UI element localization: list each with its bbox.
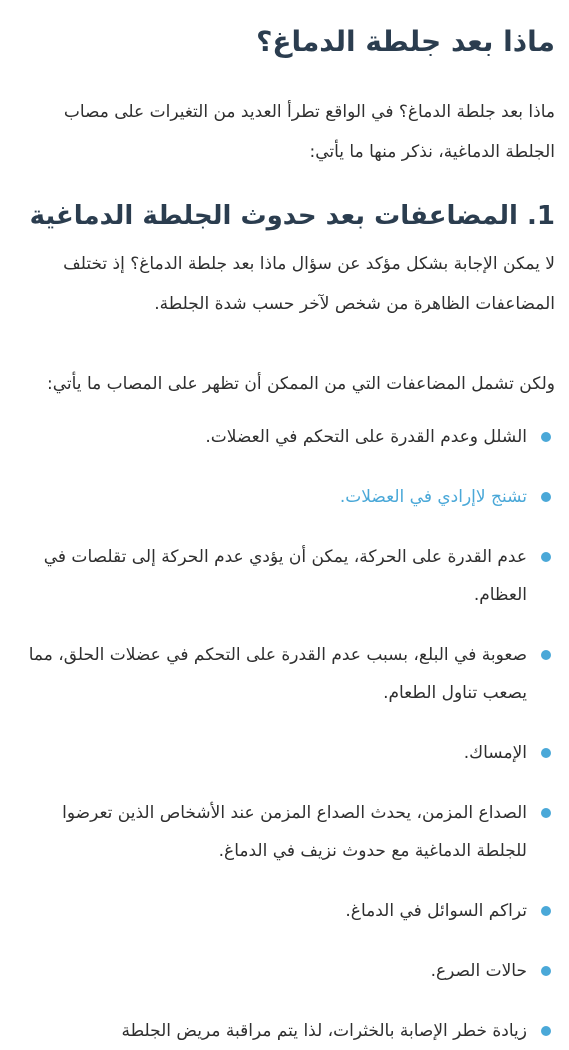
list-item [14, 538, 555, 614]
list-item [14, 952, 555, 990]
bullet-dot-icon [541, 808, 551, 818]
list-item-text: الإمساك. [463, 743, 527, 763]
muscle-spasm-link[interactable]: تشنج لاإرادي في العضلات. [339, 487, 527, 507]
list-item-text: الشلل وعدم القدرة على التحكم في العضلات. [205, 427, 527, 447]
bullet-dot-icon [541, 492, 551, 502]
list-item-text: تراكم السوائل في الدماغ. [345, 901, 527, 921]
bullet-dot-icon [541, 966, 551, 976]
list-item-text: عدم القدرة على الحركة، يمكن أن يؤدي عدم الحركة إلى تقلصات في العظام. [43, 547, 527, 605]
list-item-text: حالات الصرع. [430, 961, 527, 981]
list-item [14, 734, 555, 772]
intro-paragraph: ماذا بعد جلطة الدماغ؟ في الواقع تطرأ العديد من التغيرات على مصاب الجلطة الدماغية، نذكر منها ما يأتي: [63, 102, 555, 162]
list-item [14, 892, 555, 930]
bullet-dot-icon [541, 906, 551, 916]
list-item-text: صعوبة في البلع، بسبب عدم القدرة على التحكم في عضلات الحلق، مما يصعب تناول الطعام. [28, 645, 527, 703]
list-item [14, 636, 555, 712]
bullet-dot-icon [541, 1026, 551, 1036]
list-item [14, 794, 555, 870]
bullet-dot-icon [541, 552, 551, 562]
list-item-text: الصداع المزمن، يحدث الصداع المزمن عند الأشخاص الذين تعرضوا للجلطة الدماغية مع حدوث نزيف في الدماغ. [62, 803, 527, 861]
article-container [14, 0, 555, 1041]
page-title: ماذا بعد جلطة الدماغ؟ [256, 25, 555, 58]
section-heading-complications: 1. المضاعفات بعد حدوث الجلطة الدماغية [29, 201, 555, 231]
list-lead-paragraph: ولكن تشمل المضاعفات التي من الممكن أن تظهر على المصاب ما يأتي: [47, 374, 555, 394]
section-body-paragraph: لا يمكن الإجابة بشكل مؤكد عن سؤال ماذا بعد جلطة الدماغ؟ إذ تختلف المضاعفات الظاهرة من شخص لآخر حسب شدة الجلطة. [63, 254, 555, 314]
list-item-text: زيادة خطر الإصابة بالخثرات، لذا يتم مراقبة مريض الجلطة [121, 1021, 527, 1041]
bullet-dot-icon [541, 748, 551, 758]
bullet-dot-icon [541, 432, 551, 442]
complications-list [14, 418, 555, 1050]
list-item [14, 1012, 555, 1050]
bullet-dot-icon [541, 650, 551, 660]
list-item [14, 478, 555, 516]
list-item [14, 418, 555, 456]
